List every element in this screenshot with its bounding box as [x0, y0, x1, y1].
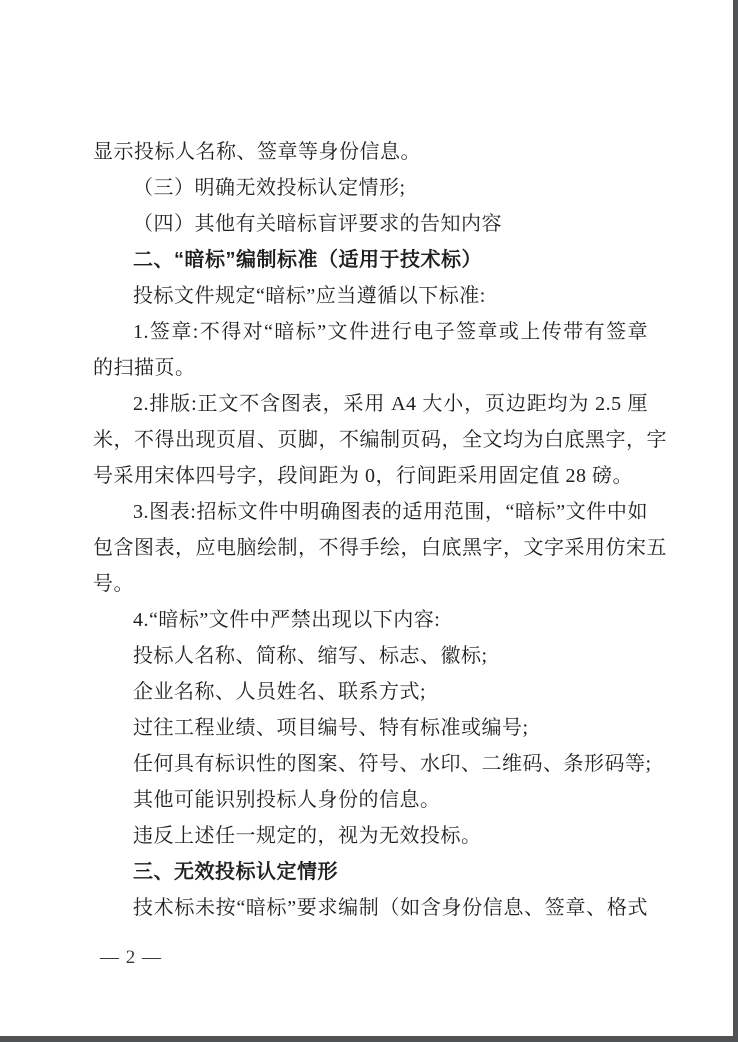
text-line: 投标人名称、简称、缩写、标志、徽标;	[133, 645, 488, 667]
page-edge-right-shadow	[733, 0, 738, 1042]
text-line: 投标文件规定“暗标”应当遵循以下标准:	[133, 285, 486, 307]
text-line: 技术标未按“暗标”要求编制（如含身份信息、签章、格式	[133, 897, 648, 919]
text-line: 包含图表，应电脑绘制，不得手绘，白底黑字，文字采用仿宋五	[93, 537, 667, 559]
text-line: 1.签章:不得对“暗标”文件进行电子签章或上传带有签章	[133, 321, 648, 343]
text-line: （四）其他有关暗标盲评要求的告知内容	[133, 213, 502, 235]
text-line: 3.图表:招标文件中明确图表的适用范围，“暗标”文件中如	[133, 501, 648, 523]
text-line: 4.“暗标”文件中严禁出现以下内容:	[133, 609, 441, 631]
section-heading: 二、“暗标”编制标准（适用于技术标）	[133, 249, 482, 271]
text-line: 显示投标人名称、签章等身份信息。	[93, 141, 421, 163]
text-line: （三）明确无效投标认定情形;	[133, 177, 406, 199]
text-line: 过往工程业绩、项目编号、特有标准或编号;	[133, 717, 529, 739]
text-line: 其他可能识别投标人身份的信息。	[133, 789, 441, 811]
text-line: 号采用宋体四号字，段间距为 0，行间距采用固定值 28 磅。	[93, 465, 633, 487]
text-line: 号。	[93, 573, 134, 595]
page-number: — 2 —	[100, 947, 162, 968]
document-body	[93, 134, 667, 926]
text-line: 的扫描页。	[93, 357, 196, 379]
text-line: 违反上述任一规定的，视为无效投标。	[133, 825, 482, 847]
text-line: 2.排版:正文不含图表，采用 A4 大小，页边距均为 2.5 厘	[133, 393, 648, 415]
section-heading: 三、无效投标认定情形	[133, 861, 338, 883]
text-line: 任何具有标识性的图案、符号、水印、二维码、条形码等;	[133, 753, 652, 775]
text-line: 米，不得出现页眉、页脚，不编制页码，全文均为白底黑字，字	[93, 429, 667, 451]
page-edge-bottom-shadow	[0, 1036, 738, 1042]
text-line: 企业名称、人员姓名、联系方式;	[133, 681, 427, 703]
